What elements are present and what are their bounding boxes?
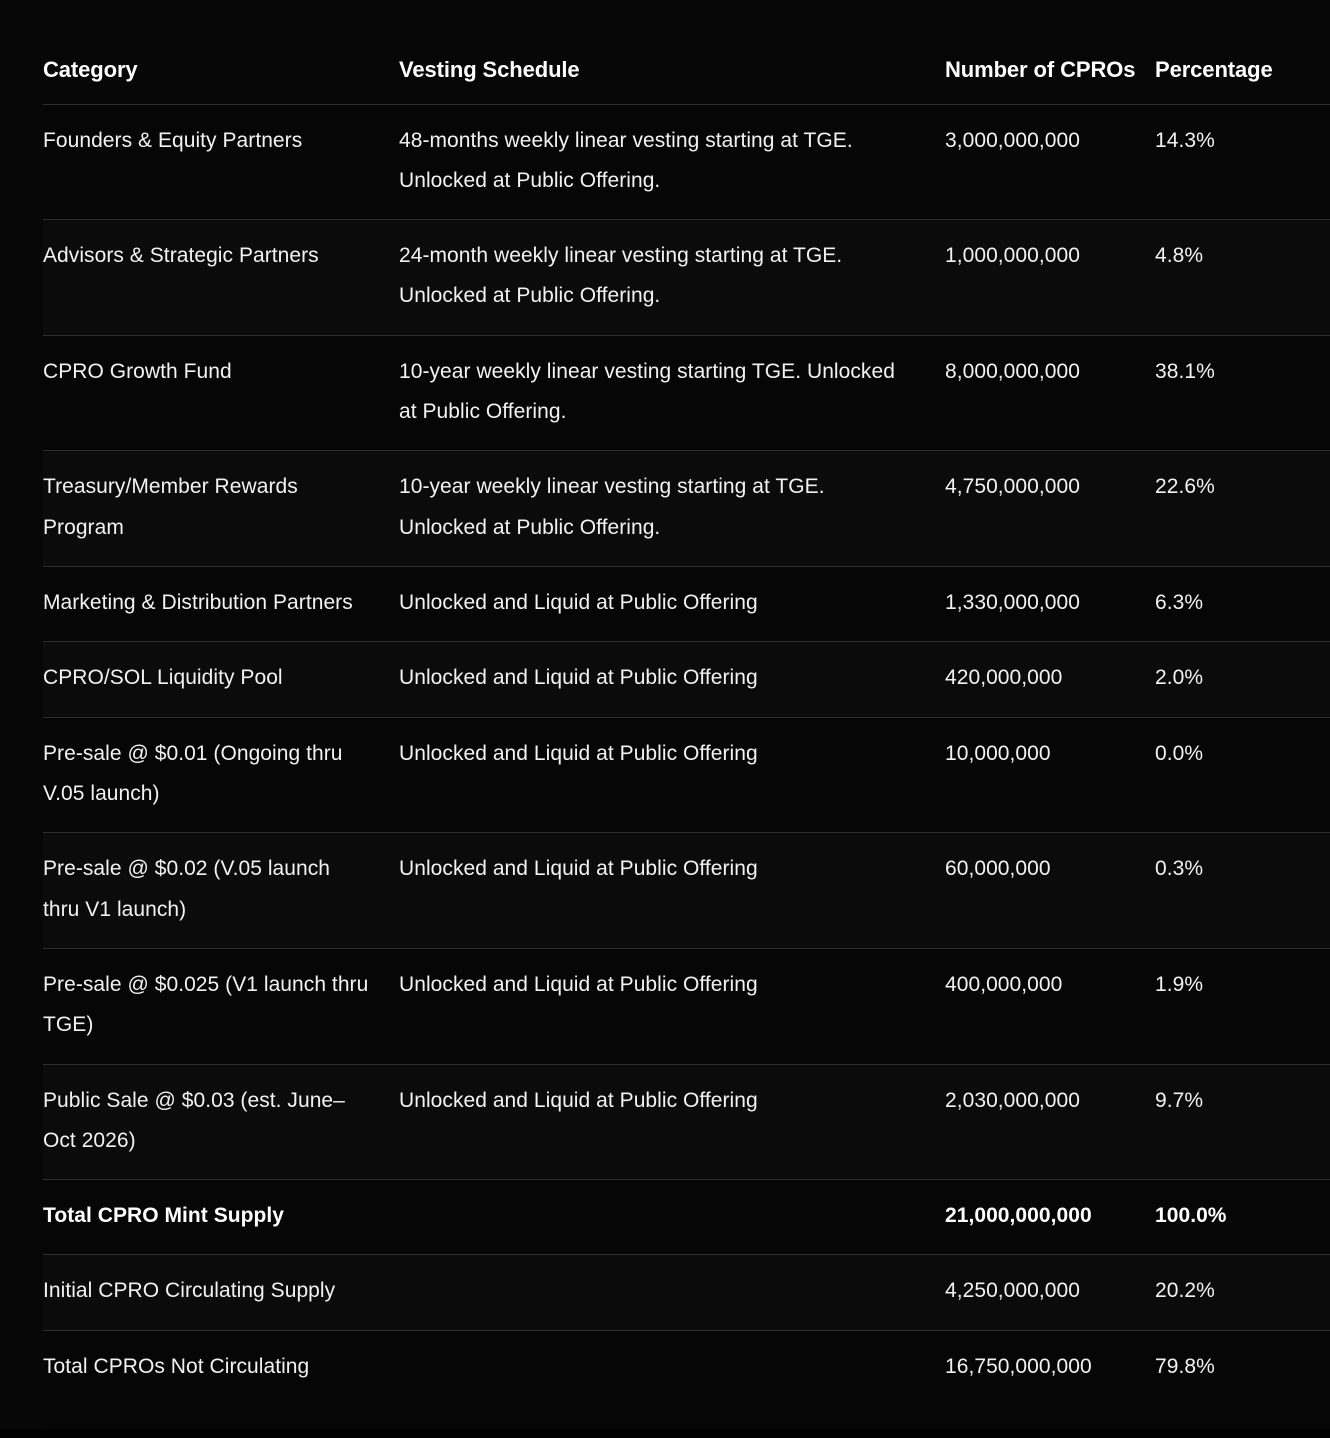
cell-percentage: 9.7%	[1155, 1064, 1330, 1180]
cell-number: 21,000,000,000	[945, 1180, 1155, 1255]
cell-category: Pre-sale @ $0.02 (V.05 launch thru V1 launch)	[43, 833, 399, 949]
table-row	[43, 335, 1330, 451]
cell-vesting: 24-month weekly linear vesting starting at TGE. Unlocked at Public Offering.	[399, 220, 945, 336]
table-row	[43, 642, 1330, 717]
cell-vesting: 10-year weekly linear vesting starting at TGE. Unlocked at Public Offering.	[399, 451, 945, 567]
column-header-percentage: Percentage	[1155, 57, 1273, 83]
cell-category: Pre-sale @ $0.01 (Ongoing thru V.05 launch)	[43, 717, 399, 833]
cell-category: CPRO/SOL Liquidity Pool	[43, 642, 399, 717]
cell-number: 420,000,000	[945, 642, 1155, 717]
table-row	[43, 948, 1330, 1064]
cell-number: 1,000,000,000	[945, 220, 1155, 336]
cell-number: 3,000,000,000	[945, 104, 1155, 220]
table-row	[43, 717, 1330, 833]
cell-vesting	[399, 1255, 945, 1330]
column-header-vesting: Vesting Schedule	[399, 57, 580, 83]
cell-percentage: 14.3%	[1155, 104, 1330, 220]
cell-number: 1,330,000,000	[945, 567, 1155, 642]
cell-category: Total CPROs Not Circulating	[43, 1330, 399, 1405]
column-header-number: Number of CPROs	[945, 57, 1136, 83]
table-row	[43, 1255, 1330, 1330]
table-footer-spacer-cell	[43, 1405, 1330, 1429]
cell-percentage: 0.0%	[1155, 717, 1330, 833]
cell-number: 8,000,000,000	[945, 335, 1155, 451]
cell-category: Initial CPRO Circulating Supply	[43, 1255, 399, 1330]
cell-percentage: 20.2%	[1155, 1255, 1330, 1330]
cell-vesting: Unlocked and Liquid at Public Offering	[399, 567, 945, 642]
cell-vesting: Unlocked and Liquid at Public Offering	[399, 1064, 945, 1180]
cell-number: 2,030,000,000	[945, 1064, 1155, 1180]
cell-percentage: 1.9%	[1155, 948, 1330, 1064]
cell-vesting: Unlocked and Liquid at Public Offering	[399, 717, 945, 833]
cell-vesting: Unlocked and Liquid at Public Offering	[399, 833, 945, 949]
cell-percentage: 4.8%	[1155, 220, 1330, 336]
cell-percentage: 22.6%	[1155, 451, 1330, 567]
table-row	[43, 451, 1330, 567]
table-footer-spacer	[43, 1405, 1330, 1429]
cell-category: Founders & Equity Partners	[43, 104, 399, 220]
cell-vesting: Unlocked and Liquid at Public Offering	[399, 948, 945, 1064]
cell-category: Marketing & Distribution Partners	[43, 567, 399, 642]
column-header-category: Category	[43, 57, 138, 83]
cell-vesting: 48-months weekly linear vesting starting at TGE. Unlocked at Public Offering.	[399, 104, 945, 220]
cell-category: Treasury/Member Rewards Program	[43, 451, 399, 567]
cell-number: 4,750,000,000	[945, 451, 1155, 567]
cell-vesting	[399, 1330, 945, 1405]
table-row	[43, 1064, 1330, 1180]
cell-category: Pre-sale @ $0.025 (V1 launch thru TGE)	[43, 948, 399, 1064]
table-header-row	[43, 0, 1330, 104]
cell-category: Public Sale @ $0.03 (est. June–Oct 2026)	[43, 1064, 399, 1180]
table-header	[43, 0, 1330, 104]
cell-vesting: 10-year weekly linear vesting starting TGE. Unlocked at Public Offering.	[399, 335, 945, 451]
table-body	[43, 104, 1330, 1429]
cell-number: 4,250,000,000	[945, 1255, 1155, 1330]
cell-category: Total CPRO Mint Supply	[43, 1180, 399, 1255]
cell-vesting	[399, 1180, 945, 1255]
cell-percentage: 0.3%	[1155, 833, 1330, 949]
table-row	[43, 567, 1330, 642]
cell-number: 60,000,000	[945, 833, 1155, 949]
table-row	[43, 1330, 1330, 1405]
table-row	[43, 833, 1330, 949]
cell-percentage: 38.1%	[1155, 335, 1330, 451]
cell-number: 16,750,000,000	[945, 1330, 1155, 1405]
table-row	[43, 1180, 1330, 1255]
tokenomics-table	[43, 0, 1330, 1429]
cell-percentage: 79.8%	[1155, 1330, 1330, 1405]
cell-number: 10,000,000	[945, 717, 1155, 833]
cell-vesting: Unlocked and Liquid at Public Offering	[399, 642, 945, 717]
cell-percentage: 6.3%	[1155, 567, 1330, 642]
cell-category: CPRO Growth Fund	[43, 335, 399, 451]
cell-percentage: 2.0%	[1155, 642, 1330, 717]
cell-category: Advisors & Strategic Partners	[43, 220, 399, 336]
cell-percentage: 100.0%	[1155, 1180, 1330, 1255]
table-row	[43, 104, 1330, 220]
cell-number: 400,000,000	[945, 948, 1155, 1064]
table-row	[43, 220, 1330, 336]
